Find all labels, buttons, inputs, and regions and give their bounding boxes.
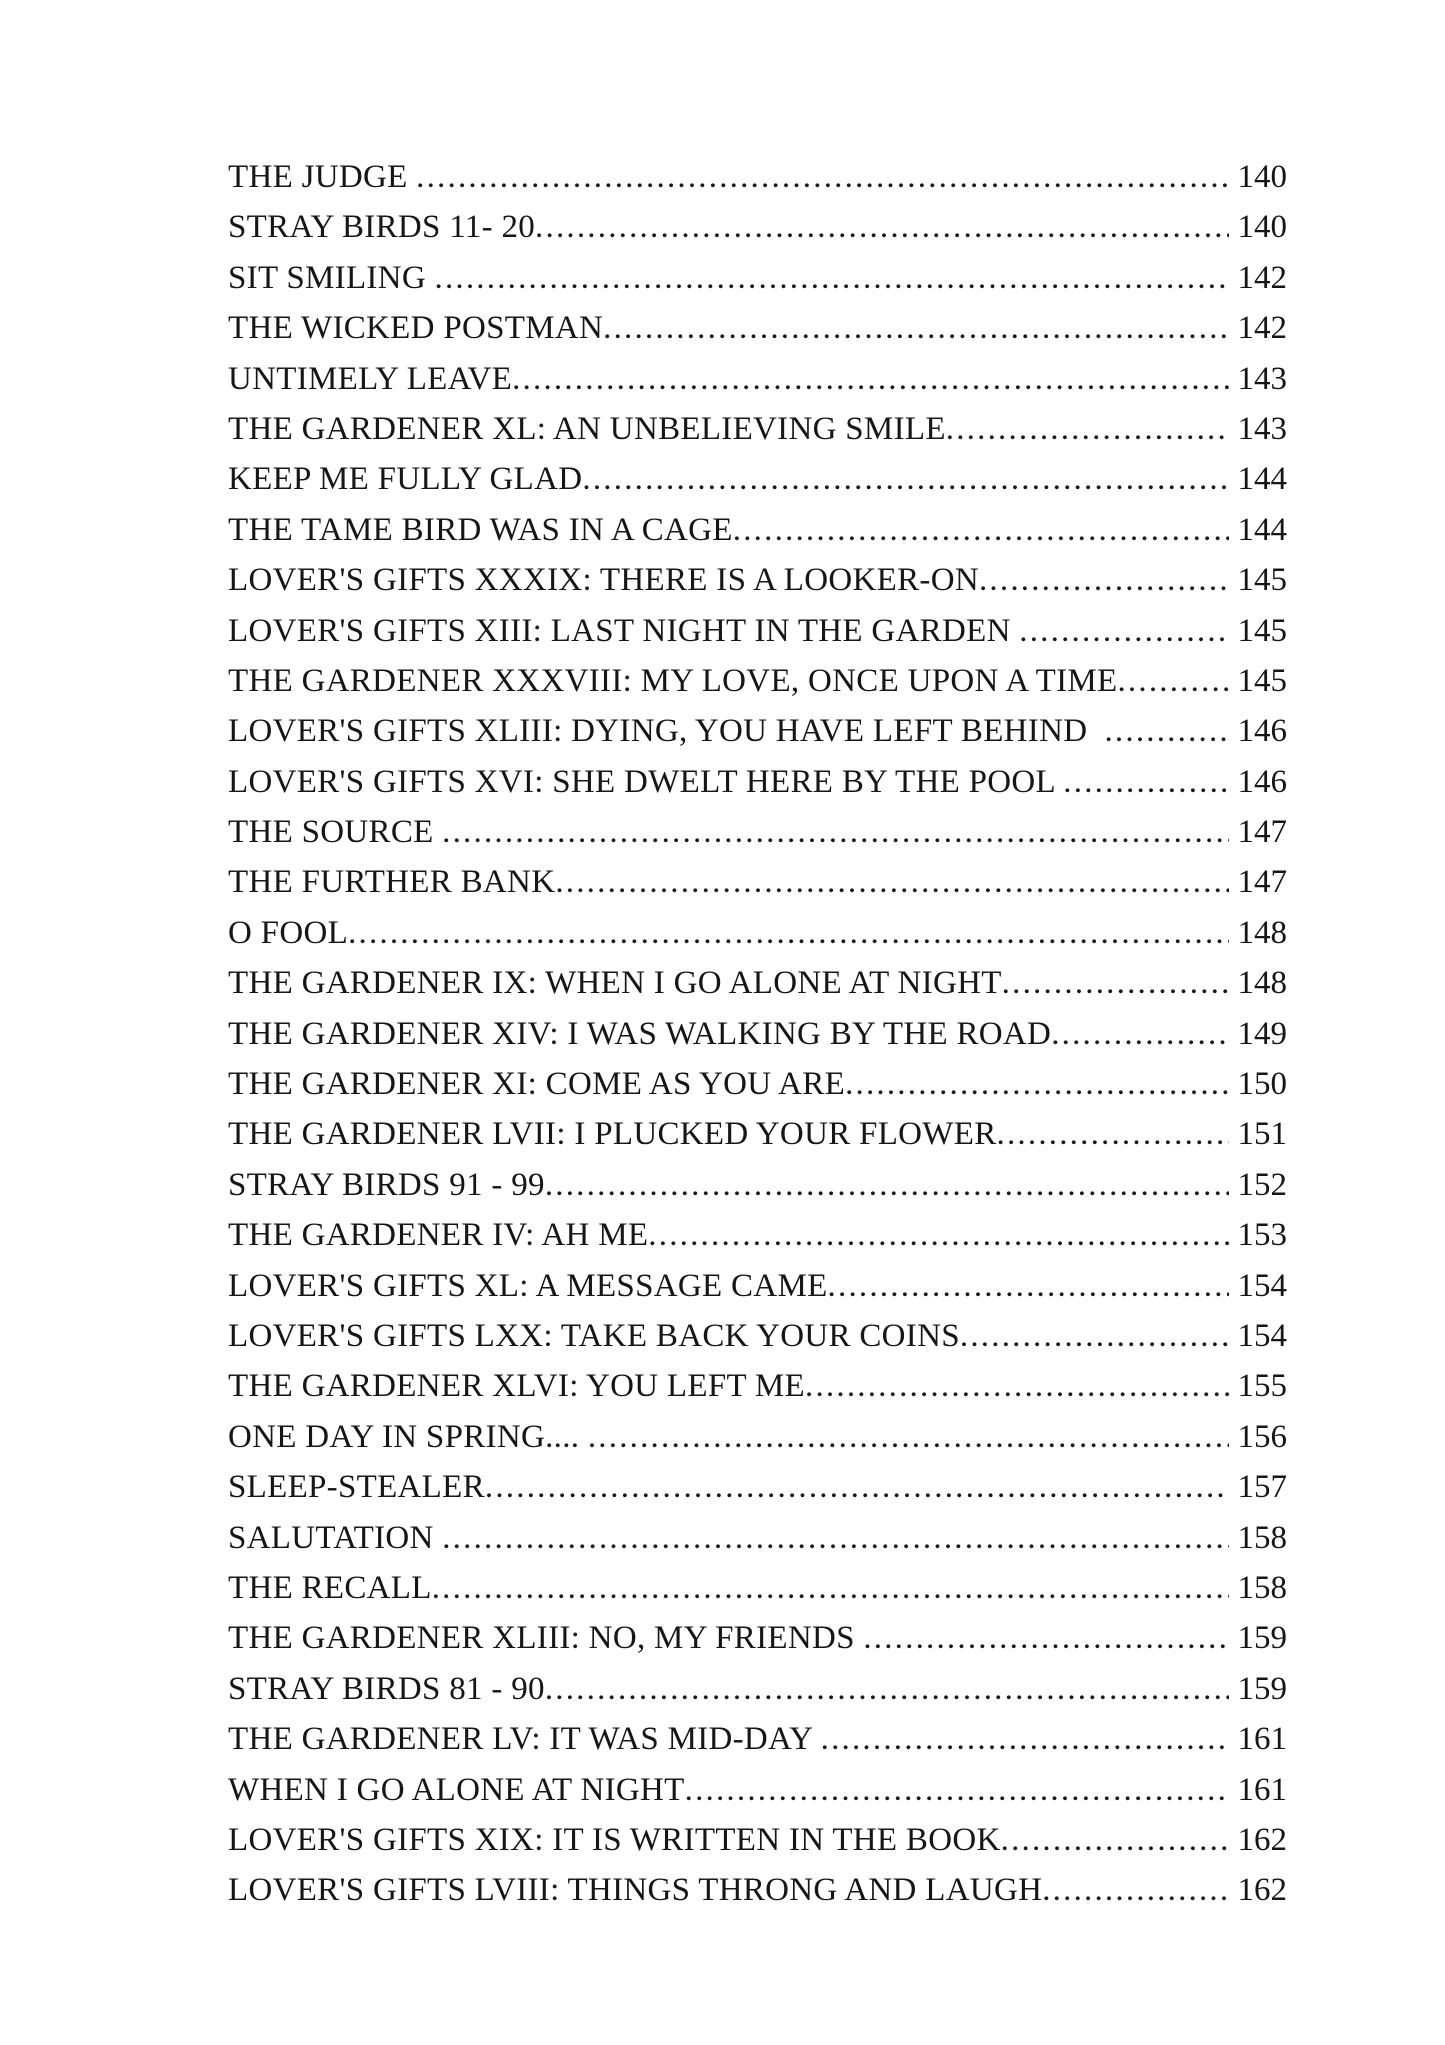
- toc-entry: [228, 656, 1287, 706]
- toc-entry-title: LOVER'S GIFTS XIX: IT IS WRITTEN IN THE BOOK: [228, 1821, 1001, 1858]
- toc-dot-leader: [1117, 656, 1228, 706]
- toc-dot-leader: [432, 1563, 1229, 1613]
- toc-entry-page: 145: [1237, 562, 1287, 599]
- toc-entry-page: 161: [1237, 1771, 1287, 1808]
- toc-dot-leader: [512, 354, 1228, 404]
- toc-dot-leader: [603, 303, 1228, 353]
- toc-dot-leader: [545, 1160, 1229, 1210]
- toc-entry-page: 143: [1237, 410, 1287, 447]
- toc-dot-leader: [1104, 706, 1228, 756]
- toc-entry: [228, 1664, 1287, 1714]
- toc-entry: [228, 1714, 1287, 1764]
- toc-entry-page: 157: [1237, 1469, 1287, 1506]
- toc-dot-leader: [485, 1462, 1229, 1512]
- toc-dot-leader: [588, 1412, 1229, 1462]
- toc-entry: [228, 1865, 1287, 1915]
- toc-entry-page: 145: [1237, 662, 1287, 699]
- toc-entry: [228, 757, 1287, 807]
- toc-dot-leader: [733, 505, 1229, 555]
- toc-dot-leader: [416, 152, 1228, 202]
- toc-entry: [228, 505, 1287, 555]
- toc-entry-title: SLEEP-STEALER: [228, 1469, 485, 1506]
- toc-dot-leader: [979, 555, 1229, 605]
- toc-dot-leader: [435, 253, 1229, 303]
- toc-entry-title: LOVER'S GIFTS LXX: TAKE BACK YOUR COINS: [228, 1317, 960, 1354]
- toc-entry-page: 159: [1237, 1670, 1287, 1707]
- toc-dot-leader: [685, 1765, 1229, 1815]
- toc-dot-leader: [1019, 606, 1228, 656]
- toc-entry-page: 142: [1237, 259, 1287, 296]
- toc-dot-leader: [442, 1513, 1228, 1563]
- toc-entry-title: THE GARDENER XLVI: YOU LEFT ME: [228, 1368, 806, 1405]
- toc-entry: [228, 354, 1287, 404]
- toc-entry-page: 147: [1237, 864, 1287, 901]
- toc-entry: [228, 1009, 1287, 1059]
- toc-entry-page: 162: [1237, 1872, 1287, 1909]
- toc-entry-title: THE GARDENER XIV: I WAS WALKING BY THE ROAD: [228, 1015, 1052, 1052]
- toc-entry: [228, 706, 1287, 756]
- toc-entry-page: 156: [1237, 1418, 1287, 1455]
- toc-dot-leader: [845, 1059, 1228, 1109]
- toc-entry-title: SALUTATION: [228, 1519, 443, 1556]
- toc-entry-title: THE SOURCE: [228, 814, 443, 851]
- toc-entry-page: 152: [1237, 1166, 1287, 1203]
- toc-list: [228, 152, 1287, 1916]
- toc-dot-leader: [1051, 1009, 1228, 1059]
- toc-entry-title: THE JUDGE: [228, 159, 417, 195]
- toc-entry: [228, 908, 1287, 958]
- toc-entry: [228, 1513, 1287, 1563]
- toc-entry-title: UNTIMELY LEAVE: [228, 360, 513, 397]
- toc-entry: [228, 1815, 1287, 1865]
- toc-entry: [228, 454, 1287, 504]
- toc-entry-page: 144: [1237, 461, 1287, 498]
- toc-entry-title: ONE DAY IN SPRING....: [228, 1418, 588, 1455]
- toc-dot-leader: [828, 1261, 1229, 1311]
- toc-entry-page: 158: [1237, 1519, 1287, 1556]
- toc-entry-page: 148: [1237, 965, 1287, 1002]
- toc-entry-title: THE GARDENER XI: COME AS YOU ARE: [228, 1066, 846, 1103]
- toc-entry: [228, 1613, 1287, 1663]
- toc-dot-leader: [648, 1210, 1228, 1260]
- toc-entry: [228, 152, 1287, 202]
- toc-entry-title: STRAY BIRDS 91 - 99: [228, 1166, 545, 1203]
- toc-dot-leader: [1042, 1865, 1228, 1915]
- toc-entry-page: 153: [1237, 1217, 1287, 1254]
- toc-dot-leader: [821, 1714, 1229, 1764]
- toc-entry: [228, 253, 1287, 303]
- toc-entry-title: THE GARDENER XXXVIII: MY LOVE, ONCE UPON A TIME: [228, 662, 1118, 699]
- toc-dot-leader: [348, 908, 1228, 958]
- toc-entry-page: 146: [1237, 713, 1287, 750]
- toc-dot-leader: [960, 1311, 1229, 1361]
- toc-dot-leader: [946, 404, 1229, 454]
- toc-entry-title: THE GARDENER IV: AH ME: [228, 1217, 649, 1254]
- toc-entry: [228, 1059, 1287, 1109]
- toc-entry: [228, 303, 1287, 353]
- toc-entry: [228, 555, 1287, 605]
- toc-entry-title: THE GARDENER LVII: I PLUCKED YOUR FLOWER: [228, 1116, 997, 1153]
- toc-entry-title: LOVER'S GIFTS XL: A MESSAGE CAME: [228, 1267, 828, 1304]
- toc-entry: [228, 606, 1287, 656]
- toc-entry-title: LOVER'S GIFTS LVIII: THINGS THRONG AND LAUGH: [228, 1872, 1043, 1909]
- toc-entry-title: THE WICKED POSTMAN: [228, 310, 604, 347]
- toc-dot-leader: [545, 1664, 1229, 1714]
- toc-dot-leader: [442, 807, 1228, 857]
- toc-entry-title: THE GARDENER XL: AN UNBELIEVING SMILE: [228, 410, 946, 447]
- toc-entry-page: 151: [1237, 1116, 1287, 1153]
- toc-entry-title: SIT SMILING: [228, 259, 435, 296]
- toc-dot-leader: [1002, 958, 1229, 1008]
- toc-entry-title: THE FURTHER BANK: [228, 864, 556, 901]
- toc-entry: [228, 1361, 1287, 1411]
- toc-entry-page: 140: [1237, 159, 1287, 195]
- toc-entry: [228, 857, 1287, 907]
- toc-entry: [228, 1765, 1287, 1815]
- toc-entry-title: KEEP ME FULLY GLAD: [228, 461, 583, 498]
- toc-entry-page: 145: [1237, 612, 1287, 649]
- toc-entry: [228, 1109, 1287, 1159]
- toc-entry-page: 140: [1237, 209, 1287, 246]
- toc-entry-title: LOVER'S GIFTS XIII: LAST NIGHT IN THE GARDEN: [228, 612, 1020, 649]
- toc-entry-page: 154: [1237, 1267, 1287, 1304]
- toc-dot-leader: [805, 1361, 1228, 1411]
- toc-entry: [228, 807, 1287, 857]
- toc-dot-leader: [555, 857, 1228, 907]
- toc-entry-title: WHEN I GO ALONE AT NIGHT: [228, 1771, 685, 1808]
- toc-dot-leader: [1001, 1815, 1229, 1865]
- toc-entry-page: 148: [1237, 914, 1287, 951]
- toc-entry: [228, 1160, 1287, 1210]
- toc-entry: [228, 1462, 1287, 1512]
- toc-dot-leader: [1063, 757, 1228, 807]
- toc-entry-title: LOVER'S GIFTS XVI: SHE DWELT HERE BY THE POOL: [228, 763, 1064, 800]
- toc-entry-title: THE GARDENER XLIII: NO, MY FRIENDS: [228, 1620, 864, 1657]
- toc-entry-page: 144: [1237, 511, 1287, 548]
- toc-entry: [228, 1261, 1287, 1311]
- toc-entry: [228, 1563, 1287, 1613]
- toc-entry-title: LOVER'S GIFTS XLIII: DYING, YOU HAVE LEFT BEHIND: [228, 713, 1105, 750]
- toc-entry: [228, 404, 1287, 454]
- toc-entry-title: THE RECALL: [228, 1569, 432, 1606]
- toc-entry-page: 158: [1237, 1569, 1287, 1606]
- toc-entry-title: LOVER'S GIFTS XXXIX: THERE IS A LOOKER-ON: [228, 562, 979, 599]
- toc-entry-page: 155: [1237, 1368, 1287, 1405]
- toc-dot-leader: [863, 1613, 1228, 1663]
- toc-entry-title: THE GARDENER LV: IT WAS MID-DAY: [228, 1721, 821, 1758]
- toc-entry-page: 143: [1237, 360, 1287, 397]
- toc-dot-leader: [535, 202, 1228, 252]
- toc-entry: [228, 1210, 1287, 1260]
- toc-entry: [228, 1311, 1287, 1361]
- toc-entry-title: O FOOL: [228, 914, 349, 951]
- toc-dot-leader: [582, 454, 1228, 504]
- toc-entry-page: 159: [1237, 1620, 1287, 1657]
- toc-entry-page: 154: [1237, 1317, 1287, 1354]
- toc-entry-title: STRAY BIRDS 81 - 90: [228, 1670, 545, 1707]
- toc-entry-page: 147: [1237, 814, 1287, 851]
- toc-entry-page: 150: [1237, 1066, 1287, 1103]
- toc-entry-page: 146: [1237, 763, 1287, 800]
- toc-dot-leader: [997, 1109, 1229, 1159]
- toc-entry-page: 149: [1237, 1015, 1287, 1052]
- toc-entry-page: 142: [1237, 310, 1287, 347]
- toc-entry-title: THE TAME BIRD WAS IN A CAGE: [228, 511, 733, 548]
- toc-entry: [228, 202, 1287, 252]
- toc-entry: [228, 1412, 1287, 1462]
- toc-entry-page: 162: [1237, 1821, 1287, 1858]
- toc-entry-title: STRAY BIRDS 11- 20: [228, 209, 536, 246]
- toc-entry-title: THE GARDENER IX: WHEN I GO ALONE AT NIGHT: [228, 965, 1002, 1002]
- toc-entry: [228, 958, 1287, 1008]
- toc-entry-page: 161: [1237, 1721, 1287, 1758]
